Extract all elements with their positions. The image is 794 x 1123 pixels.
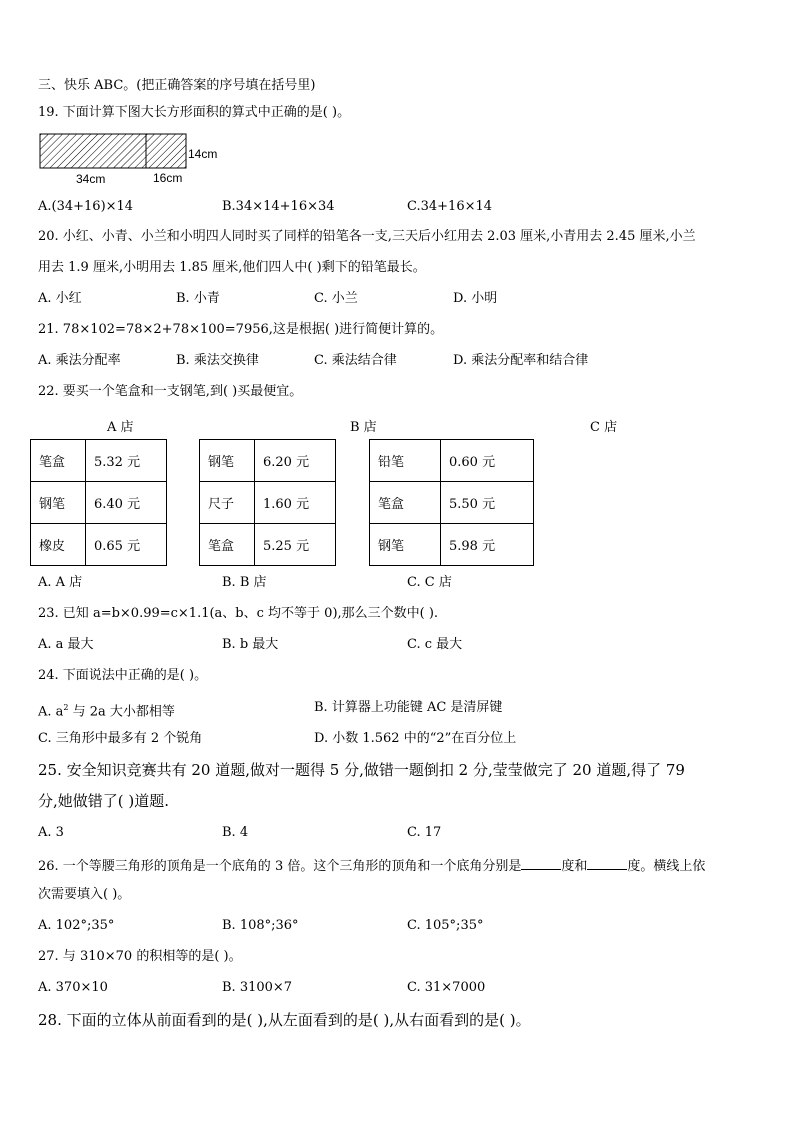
store-c-table <box>369 439 534 566</box>
table-row <box>31 524 167 566</box>
store-a-name: A 店 <box>107 420 134 435</box>
item-name: 铅笔 <box>370 440 441 482</box>
q22-option-a: A. A 店 <box>38 575 83 590</box>
figure-width-label: 34cm <box>76 172 106 186</box>
store-b-table <box>199 439 336 566</box>
section-title: 三、快乐 ABC。(把正确答案的序号填在括号里) <box>38 78 316 93</box>
q24-option-a <box>38 699 175 721</box>
table-row <box>200 482 336 524</box>
q24-stem: 24. 下面说法中正确的是( )。 <box>38 668 208 683</box>
q22-stem: 22. 要买一个笔盒和一支钢笔,到( )买最便宜。 <box>38 384 303 399</box>
item-name: 橡皮 <box>31 524 86 566</box>
item-name: 笔盒 <box>370 482 441 524</box>
q27-option-c: C. 31×7000 <box>407 980 486 995</box>
q23-option-c: C. c 最大 <box>407 637 463 652</box>
q24-option-a-pre: A. a <box>38 704 64 720</box>
q24-option-a-sup: 2 <box>63 703 69 712</box>
store-c-name: C 店 <box>590 420 618 435</box>
store-a-table <box>30 439 167 566</box>
item-price: 6.20 元 <box>255 440 336 482</box>
item-price: 5.50 元 <box>441 482 534 524</box>
q20-option-d: D. 小明 <box>453 291 498 306</box>
q26-option-c: C. 105°;35° <box>407 918 484 933</box>
q25-option-c: C. 17 <box>407 825 442 840</box>
q20-option-b: B. 小青 <box>176 291 220 306</box>
q27-option-a: A. 370×10 <box>38 980 108 995</box>
q26-stem-line1 <box>38 855 705 876</box>
q21-stem: 21. 78×102=78×2+78×100=7956,这是根据( )进行简便计算的。 <box>38 322 444 337</box>
item-price: 1.60 元 <box>255 482 336 524</box>
q19-option-c: C.34+16×14 <box>407 199 493 214</box>
rect-left <box>40 134 146 168</box>
q19-stem: 19. 下面计算下图大长方形面积的算式中正确的是( )。 <box>38 105 351 120</box>
q22-option-c: C. C 店 <box>407 575 452 590</box>
item-price: 5.98 元 <box>441 524 534 566</box>
answer-blank <box>521 855 561 870</box>
q19-option-b: B.34×14+16×34 <box>222 199 335 214</box>
q26-stem-pre: 26. 一个等腰三角形的顶角是一个底角的 3 倍。这个三角形的顶角和一个底角分别是 <box>38 859 522 874</box>
q21-option-b: B. 乘法交换律 <box>176 353 259 368</box>
q21-option-a: A. 乘法分配率 <box>38 353 121 368</box>
table-row <box>31 440 167 482</box>
item-price: 5.32 元 <box>86 440 167 482</box>
q26-stem-post: 度。横线上依 <box>627 859 706 874</box>
q25-stem-line1: 25. 安全知识竞赛共有 20 道题,做对一题得 5 分,做错一题倒扣 2 分,莹莹做完了 20 道题,得了 79 <box>38 761 685 779</box>
item-name: 钢笔 <box>200 440 255 482</box>
q24-option-a-post: 与 2a 大小都相等 <box>68 704 175 720</box>
q26-stem-line2: 次需要填入( )。 <box>38 887 131 902</box>
q24-option-c: C. 三角形中最多有 2 个锐角 <box>38 731 203 746</box>
table-row <box>31 482 167 524</box>
q19-option-a: A.(34+16)×14 <box>38 199 134 214</box>
q25-option-a: A. 3 <box>38 825 64 840</box>
item-name: 笔盒 <box>31 440 86 482</box>
rect-right <box>146 134 186 168</box>
answer-blank <box>587 855 627 870</box>
q26-option-a: A. 102°;35° <box>38 918 115 933</box>
q25-option-b: B. 4 <box>222 825 249 840</box>
table-row <box>370 440 534 482</box>
q20-option-c: C. 小兰 <box>314 291 358 306</box>
q23-stem: 23. 已知 a=b×0.99=c×1.1(a、b、c 均不等于 0),那么三个数中( ). <box>38 606 439 621</box>
item-price: 6.40 元 <box>86 482 167 524</box>
item-price: 5.25 元 <box>255 524 336 566</box>
q24-option-d: D. 小数 1.562 中的“2”在百分位上 <box>314 731 517 746</box>
q21-option-c: C. 乘法结合律 <box>314 353 397 368</box>
q20-stem-line2: 用去 1.9 厘米,小明用去 1.85 厘米,他们四人中( )剩下的铅笔最长。 <box>38 260 426 275</box>
q21-option-d: D. 乘法分配率和结合律 <box>453 353 589 368</box>
item-name: 钢笔 <box>370 524 441 566</box>
q23-option-b: B. b 最大 <box>222 637 279 652</box>
table-row <box>370 524 534 566</box>
figure-width2-label: 16cm <box>153 171 183 185</box>
figure-height-label: 14cm <box>188 147 218 161</box>
q27-option-b: B. 3100×7 <box>222 980 293 995</box>
store-b-name: B 店 <box>350 420 377 435</box>
q25-stem-line2: 分,她做错了( )道题. <box>38 792 170 810</box>
item-price: 0.65 元 <box>86 524 167 566</box>
q24-option-b: B. 计算器上功能键 AC 是清屏键 <box>314 700 503 715</box>
q26-stem-mid: 度和 <box>561 859 588 874</box>
q23-option-a: A. a 最大 <box>38 637 94 652</box>
table-row <box>370 482 534 524</box>
item-name: 钢笔 <box>31 482 86 524</box>
q22-option-b: B. B 店 <box>222 575 267 590</box>
q28-stem: 28. 下面的立体从前面看到的是( ),从左面看到的是( ),从右面看到的是( )。 <box>38 1011 531 1029</box>
table-row <box>200 524 336 566</box>
q27-stem: 27. 与 310×70 的积相等的是( )。 <box>38 949 242 964</box>
q20-option-a: A. 小红 <box>38 291 82 306</box>
q20-stem-line1: 20. 小红、小青、小兰和小明四人同时买了同样的铅笔各一支,三天后小红用去 2.03 厘米,小青用去 2.45 厘米,小兰 <box>38 229 696 244</box>
item-price: 0.60 元 <box>441 440 534 482</box>
item-name: 尺子 <box>200 482 255 524</box>
q26-option-b: B. 108°;36° <box>222 918 299 933</box>
item-name: 笔盒 <box>200 524 255 566</box>
table-row <box>200 440 336 482</box>
